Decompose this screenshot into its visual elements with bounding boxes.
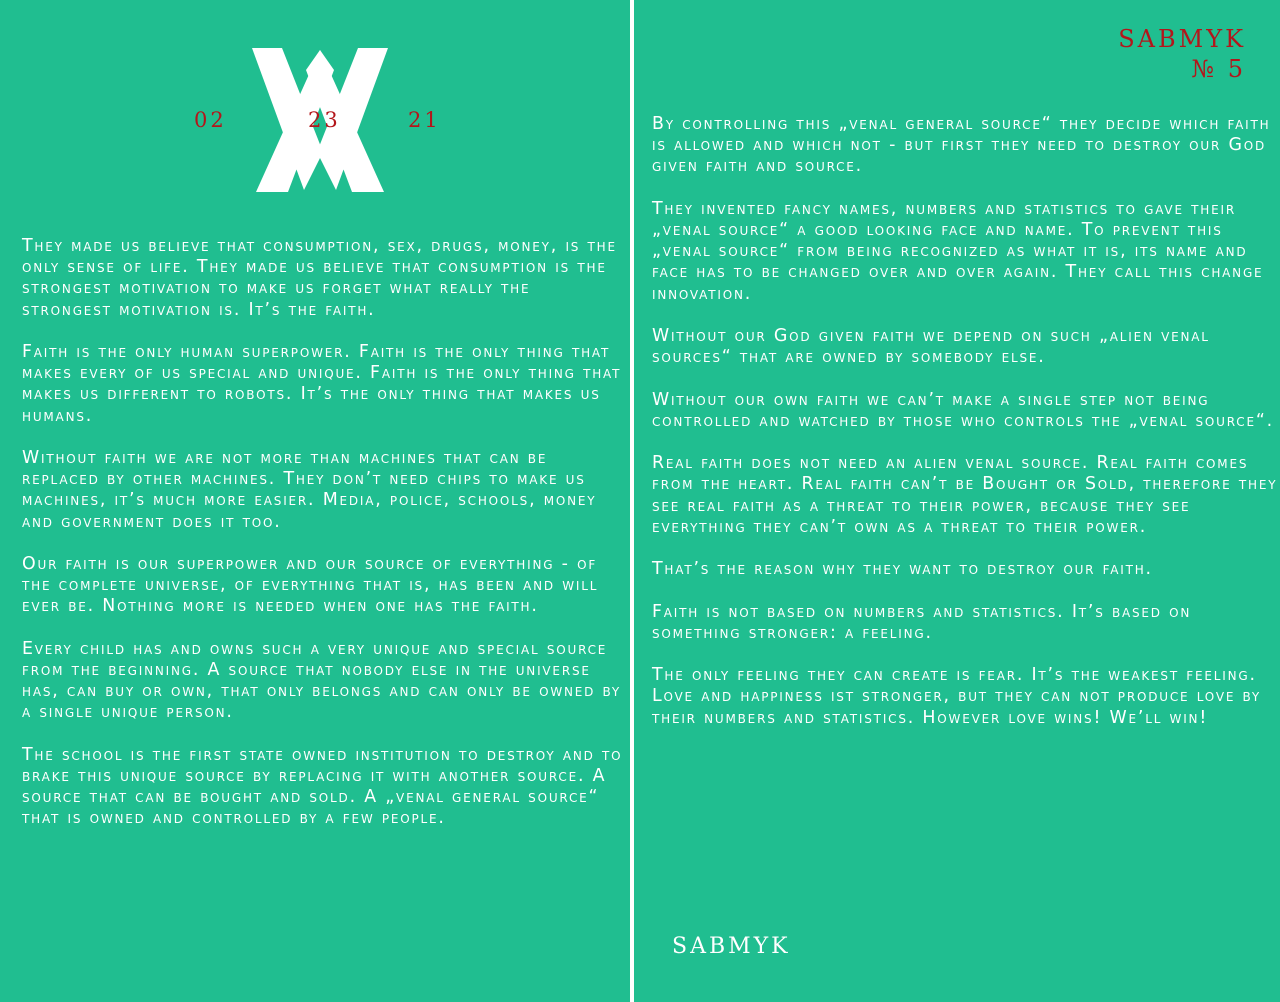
issue-number: № 5	[1191, 55, 1246, 83]
paragraph: Without our own faith we can’t make a single step not being controlled and watched by those who controls the „venal source“.	[652, 389, 1274, 431]
right-page	[634, 0, 1280, 1002]
paragraph: Faith is the only human superpower. Faith is the only thing that makes every of us special and unique. Faith is the only thing that makes us different to robots. It’s the only thing that makes us humans.	[22, 342, 622, 426]
brand-name: SABMYK	[1118, 25, 1246, 53]
left-body-text	[22, 236, 626, 851]
date-day: 23	[308, 108, 341, 132]
brand-header	[1118, 24, 1246, 84]
paragraph: They invented fancy names, numbers and statistics to gave their „venal source“ a good looking face and name. To prevent this „venal source“ from being recognized as what it is, its name and face has to be changed over and over again. They call this change innovation.	[652, 198, 1264, 304]
paragraph: They made us believe that consumption, sex, drugs, money, is the only sense of life. They made us believe that consumption is the strongest motivation to make us forget what really the strongest motivation is. It’s the faith.	[22, 236, 617, 320]
paragraph: Every child has and owns such a very unique and special source from the beginning. A source that nobody else in the universe has, can buy or own, that only belongs and can only be owned by a single unique person.	[22, 638, 622, 723]
right-body-text	[652, 114, 1280, 750]
paragraph: Faith is not based on numbers and statistics. It’s based on something stronger: a feeling.	[652, 601, 1192, 643]
paragraph: Real faith does not need an alien venal source. Real faith comes from the heart. Real faith can’t be Bought or Sold, therefore they see real faith as a threat to their power, because they see everything they can’t own as a threat to their power.	[652, 453, 1278, 537]
paragraph: Without our God given faith we depend on such „alien venal sources“ that are owned by somebody else.	[652, 326, 1210, 368]
paragraph: Without faith we are not more than machines that can be replaced by other machines. They don’t need chips to make us machines, it’s much more easier. Media, police, schools, money and government does it too.	[22, 448, 597, 532]
paragraph: The school is the first state owned institution to destroy and to brake this unique source by replacing it with another source. A source that can be bought and sold. A „venal general source“ that is owned and controlled by a few people.	[22, 744, 623, 829]
date-month: 02	[194, 108, 227, 132]
date-year: 21	[408, 108, 441, 132]
paragraph: By controlling this „venal general source“ they decide which faith is allowed and which not - but first they need to destroy our God given faith and source.	[652, 114, 1271, 177]
paragraph: Our faith is our superpower and our source of everything - of the complete universe, of everything that is, has been and will ever be. Nothing more is needed when one has the faith.	[22, 554, 599, 617]
signature: SABMYK	[672, 934, 791, 959]
paragraph: The only feeling they can create is fear. It’s the weakest feeling. Love and happiness ist stronger, but they can not produce love by their numbers and statistics. However love wins! We’ll win!	[652, 665, 1262, 728]
left-page	[0, 0, 630, 1002]
paragraph: That’s the reason why they want to destroy our faith.	[652, 559, 1153, 580]
